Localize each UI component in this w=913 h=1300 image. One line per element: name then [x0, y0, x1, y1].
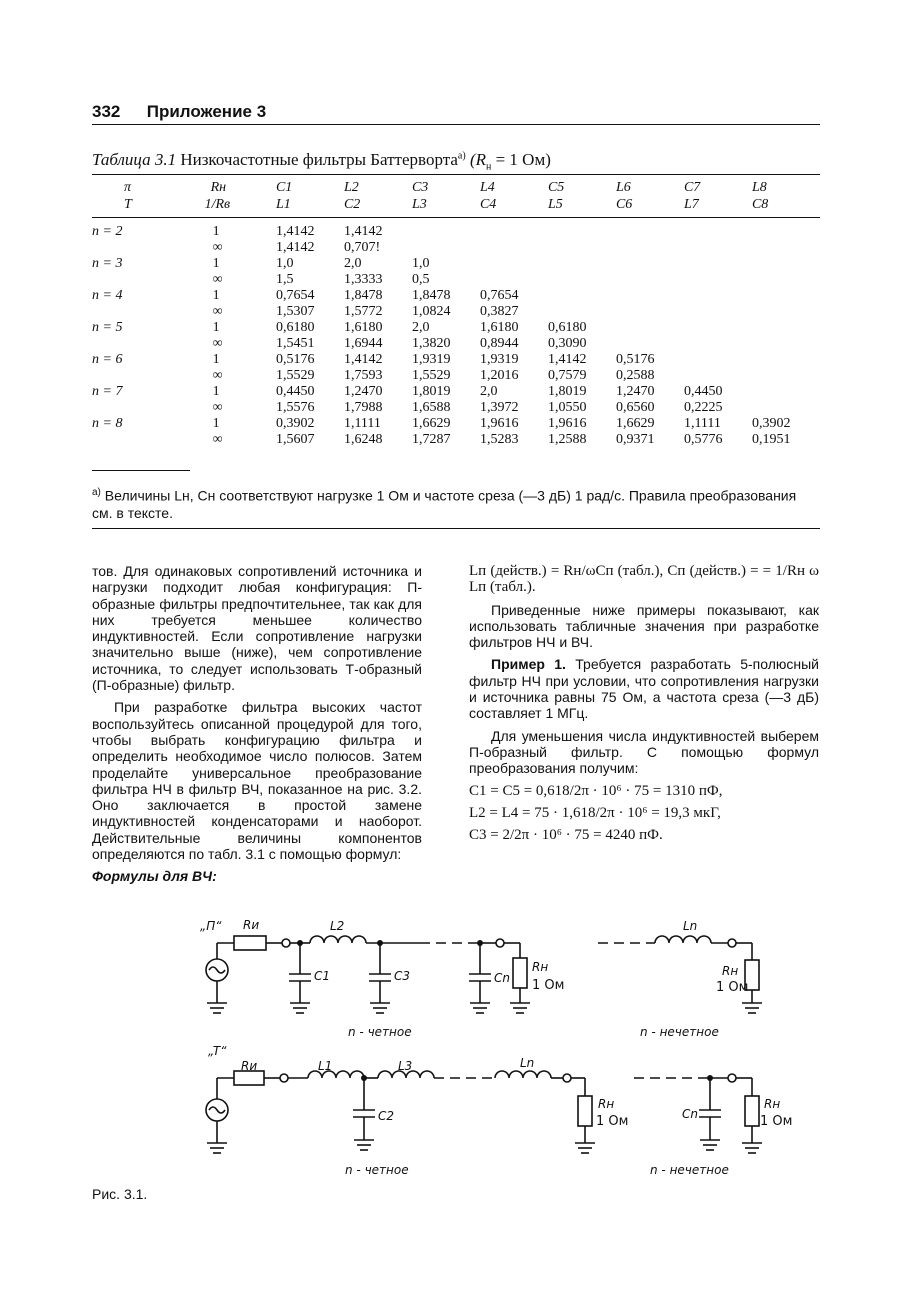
- t-odd-cn-label: Cn: [682, 1107, 698, 1121]
- table-cell: 0,1951: [751, 432, 791, 447]
- pi-rn-label: Rн: [532, 960, 549, 974]
- table-header-bottom-3: C2: [343, 197, 361, 212]
- table-cell: ∞: [212, 432, 223, 447]
- table-cell: 1,2470: [615, 384, 655, 399]
- table-cell: 1,3333: [343, 272, 383, 287]
- table-cell: 1,6629: [615, 416, 655, 431]
- table-cell: 1: [212, 384, 220, 399]
- table-cell: ∞: [212, 400, 223, 415]
- table-caption-sup: а): [457, 150, 466, 162]
- table-cell: 1,4142: [343, 224, 383, 239]
- table-cell: 0,707!: [343, 240, 381, 255]
- pi-c1-label: C1: [314, 969, 331, 983]
- t-source-icon: [206, 1078, 228, 1153]
- table-cell: 1,0: [411, 256, 430, 271]
- table-header-bottom-0: T: [124, 197, 132, 212]
- t-odd-caption: n - нечетное: [650, 1163, 729, 1177]
- table-header-bottom-8: L7: [683, 197, 699, 212]
- table-header-top-7: L6: [615, 180, 631, 195]
- t-odd-rn-label: Rн: [764, 1097, 781, 1111]
- table-cell: n = 8: [92, 416, 123, 431]
- table-cell: 1,8019: [411, 384, 451, 399]
- table-header-top-6: C5: [547, 180, 565, 195]
- table-cell: 1,2016: [479, 368, 519, 383]
- pi-odd-rn-resistor: [742, 943, 762, 1013]
- t-label: „T“: [208, 1044, 227, 1058]
- table-caption-label: Таблица 3.1: [92, 150, 177, 169]
- table-cell: 1,9616: [479, 416, 519, 431]
- table-cell: 1,4142: [343, 352, 383, 367]
- figure-caption: Рис. 3.1.: [92, 1186, 148, 1202]
- table-cell: 1,3972: [479, 400, 519, 415]
- table-cell: 0,2225: [683, 400, 723, 415]
- table-cell: 1: [212, 224, 220, 239]
- pi-rn-resistor: [510, 943, 530, 1013]
- table-cell: 1,0550: [547, 400, 587, 415]
- footnote-text: Величины Lн, Cн соответствуют нагрузке 1 Ом и частоте среза (—3 дБ) 1 рад/с. Правила преобразования см. в тексте.: [92, 487, 797, 521]
- table-cell: 0,3827: [479, 304, 519, 319]
- table-cell: 1,1111: [343, 416, 381, 431]
- hf-formulas-heading: Формулы для ВЧ:: [92, 868, 217, 885]
- pi-cn-label: Cn: [494, 971, 510, 985]
- table-cell: 1,5607: [275, 432, 315, 447]
- table-cell: ∞: [212, 304, 223, 319]
- t-l1-label: L1: [318, 1059, 333, 1073]
- t-ri-label: Rи: [241, 1059, 258, 1073]
- table-cell: 1: [212, 288, 220, 303]
- t-c2-label: C2: [378, 1109, 395, 1123]
- left-paragraph-2: При разработке фильтра высоких частот воспользуйтесь описанной процедурой для того, чтобы выбрать конфигурацию фильтра и определить необходимое число полюсов. Затем проделайте универсальное преобразование фильтра НЧ в фильтр ВЧ, показанное на рис. 3.2. Оно заключается в простой замене индуктивностей конденсаторами и наоборот. Действительные величины компонентов определяются по табл. 3.1 с помощью формул:: [92, 699, 422, 863]
- t-odd-rn-value: 1 Ом: [760, 1114, 793, 1129]
- table-cell: 1,5529: [411, 368, 451, 383]
- table-cell: 1: [212, 256, 220, 271]
- pi-ri-label: Rи: [243, 918, 260, 932]
- table-cell: 1,6180: [343, 320, 383, 335]
- t-rn-value: 1 Ом: [596, 1114, 629, 1129]
- right-paragraph-1: Приведенные ниже примеры показывают, как использовать табличные значения при разработке фильтров НЧ и ВЧ.: [469, 601, 819, 651]
- table-cell: 1,9319: [411, 352, 451, 367]
- t-rn-label: Rн: [598, 1097, 615, 1111]
- table-cell: n = 3: [92, 256, 123, 271]
- table-cell: 0,3090: [547, 336, 587, 351]
- table-cell: 2,0: [411, 320, 430, 335]
- table-header-top-4: C3: [411, 180, 429, 195]
- table-cell: 1,5: [275, 272, 294, 287]
- table-cell: 2,0: [479, 384, 498, 399]
- table-cell: 0,5776: [683, 432, 723, 447]
- table-cell: 1,5529: [275, 368, 315, 383]
- table-cell: 0,7654: [275, 288, 315, 303]
- table-header-bottom-2: L1: [275, 197, 291, 212]
- table-cell: ∞: [212, 336, 223, 351]
- table-cell: 0,6560: [615, 400, 655, 415]
- pi-even-caption: n - четное: [348, 1025, 412, 1039]
- t-ln-label: Ln: [520, 1056, 535, 1070]
- table-cell: 2,0: [343, 256, 362, 271]
- table-cell: 1,4142: [547, 352, 587, 367]
- pi-cn-capacitor: [469, 943, 491, 1013]
- table-cell: 0,4450: [275, 384, 315, 399]
- table-header-top-0: π: [124, 180, 132, 195]
- table-cell: n = 7: [92, 384, 123, 399]
- t-odd-cn-capacitor: [699, 1078, 721, 1150]
- table-cell: ∞: [212, 240, 223, 255]
- table-header-top-9: L8: [751, 180, 767, 195]
- pi-ri-resistor: [234, 936, 266, 950]
- t-odd-rn-resistor: [742, 1078, 762, 1153]
- table-caption-text: Низкочастотные фильтры Баттерворта: [180, 150, 458, 169]
- table-header-bottom-4: L3: [411, 197, 427, 212]
- example-text: Требуется разработать 5-полюсный фильтр НЧ при условии, что сопротивления нагрузки и источника равны 75 Ом, а частота среза (—3 дБ) составляет 1 МГц.: [469, 656, 819, 722]
- pi-c3-label: C3: [394, 969, 411, 983]
- table-cell: 1,6248: [343, 432, 383, 447]
- pi-terminal-in: [282, 939, 290, 947]
- t-l3-label: L3: [398, 1059, 413, 1073]
- table-cell: 1: [212, 320, 220, 335]
- table-cell: 1,5772: [343, 304, 383, 319]
- footnote-mark: а): [92, 487, 101, 498]
- table-header-bottom-7: C6: [615, 197, 633, 212]
- pi-rn-value: 1 Ом: [532, 978, 565, 993]
- pi-odd-caption: n - нечетное: [640, 1025, 719, 1039]
- table-header-top-5: L4: [479, 180, 495, 195]
- table-cell: 0,2588: [615, 368, 655, 383]
- table-cell: 1,7988: [343, 400, 383, 415]
- hf-formula: Lп (действ.) = Rн/ωCп (табл.), Cп (действ.) = = 1/Rн ω Lп (табл.).: [469, 563, 819, 596]
- table-cell: 1,9319: [479, 352, 519, 367]
- table-header-top-8: C7: [683, 180, 701, 195]
- pi-odd-ln-inductor: [655, 936, 711, 943]
- table-cell: 0,8944: [479, 336, 519, 351]
- table-cell: 1,5283: [479, 432, 519, 447]
- left-paragraph-1: тов. Для одинаковых сопротивлений источника и нагрузки подходит любая конфигурация: П-образные фильтры предпочтительнее, так как для них требуется меньшее количество индуктивностей. Если сопротивление нагрузки значительно выше (ниже), чем сопротивление источника, то следует использовать Т-образный (П-образные) фильтр.: [92, 563, 422, 694]
- table-cell: n = 4: [92, 288, 123, 303]
- example-label: Пример 1.: [491, 656, 566, 673]
- table-caption-rest: ($R_н = 1$ Ом): [469, 150, 551, 173]
- table-cell: 1,9616: [547, 416, 587, 431]
- table-cell: 1,4142: [275, 224, 315, 239]
- page-number: 332: [92, 102, 121, 121]
- table-cell: 0,5176: [615, 352, 655, 367]
- pi-l2-inductor: [310, 936, 366, 943]
- table-cell: 1,1111: [683, 416, 721, 431]
- table-cell: 1,5451: [275, 336, 315, 351]
- table-header-top-2: C1: [275, 180, 293, 195]
- table-cell: 0,5176: [275, 352, 315, 367]
- table-cell: 0,5: [411, 272, 430, 287]
- table-cell: 1,0824: [411, 304, 451, 319]
- table-cell: ∞: [212, 272, 223, 287]
- table-cell: 1,0: [275, 256, 294, 271]
- pi-odd-ln-label: Ln: [683, 919, 698, 933]
- t-c2-capacitor: [353, 1078, 375, 1150]
- t-ln-inductor: [495, 1071, 551, 1078]
- formula-c3: C3 = 2/2π · 10⁶ · 75 = 4240 пФ.: [469, 827, 663, 844]
- formula-c1-c5: C1 = C5 = 0,618/2π · 10⁶ · 75 = 1310 пФ,: [469, 782, 723, 799]
- formula-l2-l4: L2 = L4 = 75 · 1,618/2π · 10⁶ = 19,3 мкГ,: [469, 804, 721, 821]
- table-cell: n = 5: [92, 320, 123, 335]
- table-cell: 1: [212, 352, 220, 367]
- table-cell: 1,7287: [411, 432, 451, 447]
- table-cell: 1,2470: [343, 384, 383, 399]
- table-cell: 0,3902: [751, 416, 791, 431]
- table-cell: 1,8478: [343, 288, 383, 303]
- t-l1-inductor: [308, 1071, 364, 1078]
- table-cell: 0,7579: [547, 368, 587, 383]
- table-cell: 1,6944: [343, 336, 383, 351]
- pi-label: „П“: [200, 919, 222, 933]
- table-cell: 1: [212, 416, 220, 431]
- t-ri-resistor: [234, 1071, 264, 1085]
- table-cell: 1,2588: [547, 432, 587, 447]
- pi-source-icon: [206, 943, 228, 1013]
- section-title: Приложение 3: [146, 102, 267, 121]
- table-header-top-1: Rн: [210, 180, 227, 195]
- table-cell: 0,9371: [615, 432, 655, 447]
- table-cell: 1,5307: [275, 304, 315, 319]
- table-cell: 1,3820: [411, 336, 451, 351]
- table-cell: 0,4450: [683, 384, 723, 399]
- table-cell: 0,6180: [275, 320, 315, 335]
- table-cell: n = 6: [92, 352, 123, 367]
- table-cell: 1,7593: [343, 368, 383, 383]
- pi-odd-rn-value: 1 Ом: [716, 980, 749, 995]
- table-cell: 1,6180: [479, 320, 519, 335]
- table-cell: 0,6180: [547, 320, 587, 335]
- table-cell: 0,7654: [479, 288, 519, 303]
- table-header-top-3: L2: [343, 180, 359, 195]
- right-paragraph-2: Для уменьшения числа индуктивностей выберем П-образный фильтр. С помощью формул преобразования получим:: [469, 727, 819, 777]
- table-cell: 1,6629: [411, 416, 451, 431]
- table-header-bottom-5: C4: [479, 197, 497, 212]
- table-cell: ∞: [212, 368, 223, 383]
- table-cell: 0,3902: [275, 416, 315, 431]
- table-cell: 1,8019: [547, 384, 587, 399]
- table-header-bottom-6: L5: [547, 197, 563, 212]
- pi-l2-label: L2: [330, 919, 345, 933]
- table-cell: 1,5576: [275, 400, 315, 415]
- t-even-caption: n - четное: [345, 1163, 409, 1177]
- t-rn-resistor: [575, 1078, 595, 1153]
- pi-odd-rn-label: Rн: [722, 964, 739, 978]
- table-header-bottom-9: C8: [751, 197, 769, 212]
- table-cell: 1,8478: [411, 288, 451, 303]
- table-header-bottom-1: 1/Rв: [204, 197, 231, 212]
- pi-c1-capacitor: [289, 943, 311, 1013]
- table-cell: 1,4142: [275, 240, 315, 255]
- table-cell: n = 2: [92, 224, 123, 239]
- pi-c3-capacitor: [369, 943, 391, 1013]
- table-cell: 1,6588: [411, 400, 451, 415]
